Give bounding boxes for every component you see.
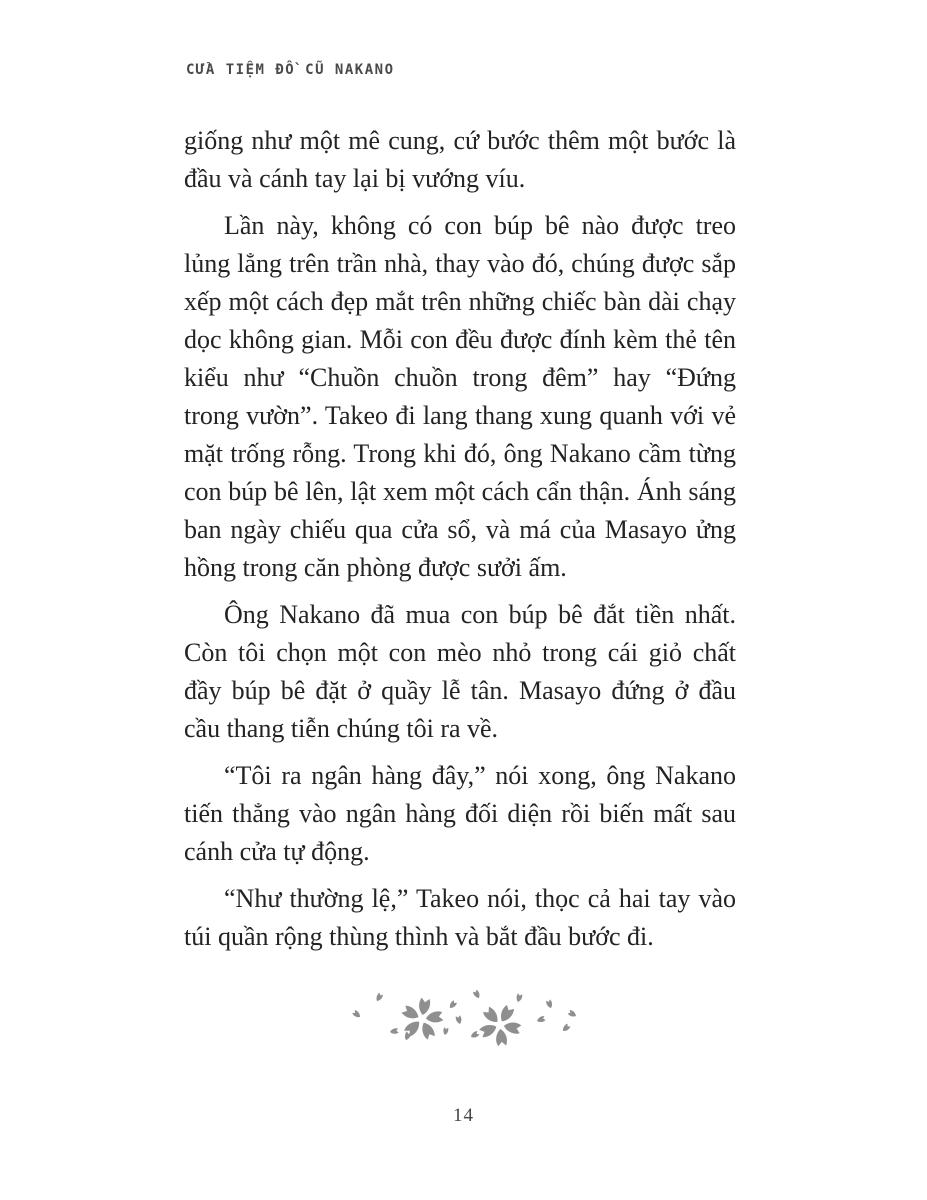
paragraph: Lần này, không có con búp bê nào được treo lủng lẳng trên trần nhà, thay vào đó, chúng được sắp xếp một cách đẹp mắt trên những chiếc bàn dài chạy dọc không gian. Mỗi con đều được đính kèm thẻ tên kiểu như “Chuồn chuồn trong đêm” hay “Đứng trong vườn”. Takeo đi lang thang xung quanh với vẻ mặt trống rỗng. Trong khi đó, ông Nakano cầm từng con búp bê lên, lật xem một cách cẩn thận. Ánh sáng ban ngày chiếu qua cửa sổ, và má của Masayo ửng hồng trong căn phòng được sưởi ấm. (184, 211, 736, 582)
paragraph: Ông Nakano đã mua con búp bê đắt tiền nhất. Còn tôi chọn một con mèo nhỏ trong cái giỏ chất đầy búp bê đặt ở quầy lễ tân. Masayo đứng ở đầu cầu thang tiễn chúng tôi ra về. (184, 600, 736, 743)
sakura-ornament-icon (350, 985, 582, 1049)
paragraph: “Như thường lệ,” Takeo nói, thọc cả hai tay vào túi quần rộng thùng thình và bắt đầu bước đi. (184, 884, 736, 951)
paragraph: giống như một mê cung, cứ bước thêm một bước là đầu và cánh tay lại bị vướng víu. (184, 126, 736, 193)
page-number: 14 (453, 1105, 474, 1126)
paragraph: “Tôi ra ngân hàng đây,” nói xong, ông Nakano tiến thẳng vào ngân hàng đối diện rồi biến mất sau cánh cửa tự động. (184, 761, 736, 866)
body-text (184, 122, 736, 965)
running-header: CỬA TIỆM ĐỒ CŨ NAKANO (186, 62, 395, 78)
